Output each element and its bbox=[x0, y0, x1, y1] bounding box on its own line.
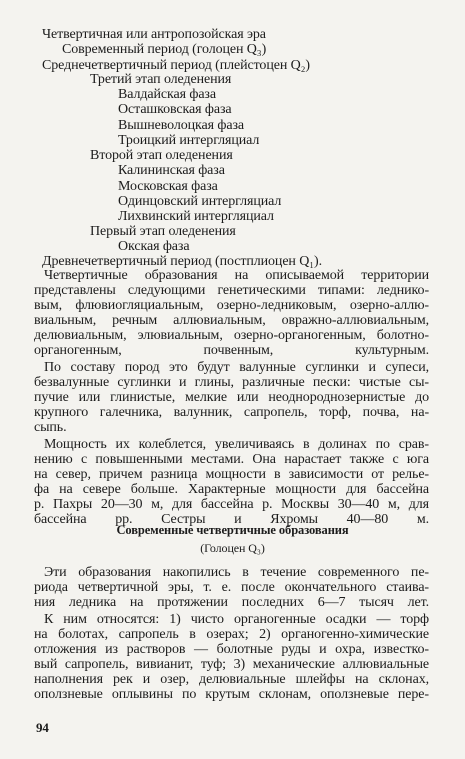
text-line: на север, причем разница мощности в зависимости от релье- bbox=[34, 467, 429, 482]
text-line: По составу пород это будут валунные суглинки и супеси, bbox=[44, 360, 429, 375]
text-line: Осташковская фаза bbox=[118, 102, 232, 117]
text-line: Валдайская фаза bbox=[118, 87, 216, 102]
text-line: р. Пахры 20—30 м, для бассейна р. Москвы 30—40 м, для bbox=[34, 497, 429, 512]
text-line: Первый этап оледенения bbox=[90, 224, 236, 239]
text-line: нению с повышенными местами. Она нарастает также с юга bbox=[34, 452, 429, 467]
text-line: отложения из растворов — болотные руды и охра, известко- bbox=[34, 642, 429, 657]
text-line: на болотах, сапропель в озерах; 2) органогенно-химические bbox=[34, 627, 429, 642]
text-line: Калининская фаза bbox=[118, 163, 225, 178]
text-line: Эти образования накопились в течение современного пе- bbox=[44, 565, 429, 580]
text-line: ния ледника на протяжении последних 6—7 тысяч лет. bbox=[34, 595, 429, 610]
text-line: Мощность их колеблется, увеличиваясь в долинах по срав- bbox=[44, 437, 429, 452]
text-line: Древнечетвертичный период (постплиоцен Q₁). bbox=[42, 254, 322, 269]
text-line: К ним относятся: 1) чисто органогенные осадки — торф bbox=[44, 612, 429, 627]
text-line: Современный период (голоцен Q₃) bbox=[62, 42, 267, 57]
text-line: крупного галечника, валунник, сапропель, торф, почва, на- bbox=[34, 405, 429, 420]
text-line: риода четвертичной эры, т. е. после окончательного стаива- bbox=[34, 580, 429, 595]
text-line: Четвертичные образования на описываемой территории bbox=[44, 268, 429, 283]
text-line: вым, флювиогляциальным, озерно-ледниковым, озерно-аллю- bbox=[34, 298, 429, 313]
section-subtitle: (Голоцен Q₃) bbox=[200, 541, 265, 555]
text-line: фа на севере больше. Характерные мощности для бассейна bbox=[34, 482, 429, 497]
text-line: Одинцовский интергляциал bbox=[118, 194, 282, 209]
text-line: Среднечетвертичный период (плейстоцен Q₂) bbox=[42, 58, 310, 73]
text-line: представлены следующими генетическими типами: леднико- bbox=[34, 283, 429, 298]
text-line: Троицкий интергляциал bbox=[118, 133, 260, 148]
text-line: сыпь. bbox=[34, 420, 67, 435]
text-line: виальным, речным аллювиальным, овражно-аллювиальным, bbox=[34, 313, 429, 328]
text-line: безвалунные суглинки и глины, различные пески: чистые сы- bbox=[34, 375, 429, 390]
text-line: оползневые оплывины по крутым склонам, оползневые пере- bbox=[34, 687, 429, 702]
text-line: пучие или глинистые, мелкие или неоднороднозернистые до bbox=[34, 390, 429, 405]
text-line: Второй этап оледенения bbox=[90, 148, 233, 163]
page-number: 94 bbox=[36, 720, 49, 735]
text-line: Окская фаза bbox=[118, 239, 190, 254]
text-line: Вышневолоцкая фаза bbox=[118, 118, 245, 133]
text-line: наполнения рек и озер, делювиальные шлейфы на склонах, bbox=[34, 672, 429, 687]
text-line: Четвертичная или антропозойская эра bbox=[42, 27, 266, 42]
text-line: бассейна рр. Сестры и Яхромы 40—80 м. bbox=[34, 512, 429, 527]
text-line: делювиальным, элювиальным, озерно-органогенным, болотно- bbox=[34, 328, 429, 343]
text-line: Московская фаза bbox=[118, 179, 218, 194]
text-line: Третий этап оледенения bbox=[90, 72, 232, 87]
section-title: Современные четвертичные образования bbox=[116, 523, 349, 537]
text-line: Лихвинский интергляциал bbox=[118, 209, 274, 224]
text-line: вый сапропель, вивианит, туф; 3) механические аллювиальные bbox=[34, 657, 429, 672]
text-line: органогенным, почвенным, культурным. bbox=[34, 343, 429, 358]
